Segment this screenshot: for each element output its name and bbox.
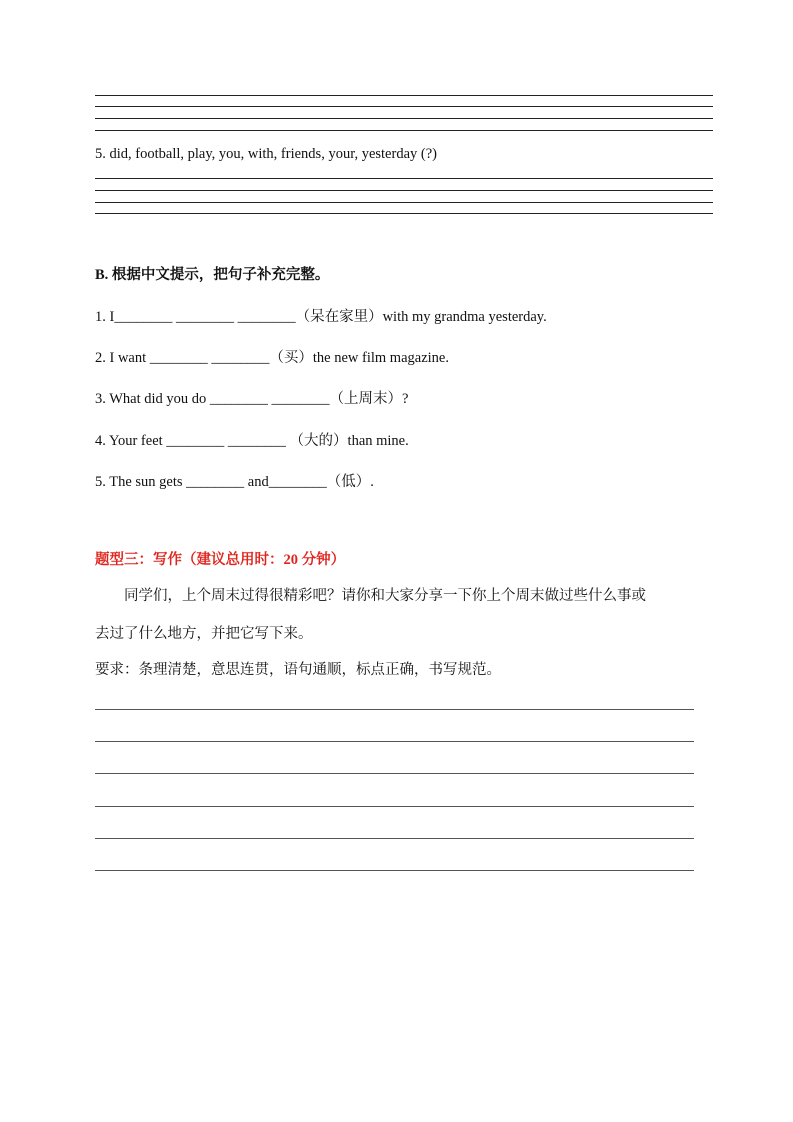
- answer-line: [95, 213, 713, 214]
- answer-line: [95, 202, 713, 203]
- writing-requirements: 要求：条理清楚，意思连贯，语句通顺，标点正确，书写规范。: [95, 662, 501, 678]
- section-b-item: 2. I want ________ ________（买）the new film magazine.: [95, 350, 449, 366]
- answer-line: [95, 190, 713, 191]
- section-b-item: 4. Your feet ________ ________ （大的）than mine.: [95, 433, 409, 449]
- writing-line: [95, 806, 694, 807]
- section-b-heading: B. 根据中文提示，把句子补充完整。: [95, 267, 330, 283]
- section-b-item: 5. The sun gets ________ and________（低）.: [95, 474, 374, 490]
- question-5-prompt: 5. did, football, play, you, with, friends, your, yesterday (?): [95, 146, 437, 162]
- writing-line: [95, 838, 694, 839]
- answer-line: [95, 178, 713, 179]
- answer-line: [95, 130, 713, 131]
- writing-line: [95, 773, 694, 774]
- answer-line: [95, 118, 713, 119]
- answer-line: [95, 106, 713, 107]
- writing-line: [95, 709, 694, 710]
- answer-line: [95, 95, 713, 96]
- writing-prompt: 同学们，上个周末过得很精彩吧？请你和大家分享一下你上个周末做过些什么事或: [124, 588, 646, 604]
- writing-prompt: 去过了什么地方，并把它写下来。: [95, 626, 313, 642]
- writing-line: [95, 741, 694, 742]
- writing-line: [95, 870, 694, 871]
- section-b-item: 1. I________ ________ ________（呆在家里）with my grandma yesterday.: [95, 309, 547, 325]
- writing-heading: 题型三：写作（建议总用时：20 分钟）: [95, 552, 346, 568]
- section-b-item: 3. What did you do ________ ________（上周末）?: [95, 391, 409, 407]
